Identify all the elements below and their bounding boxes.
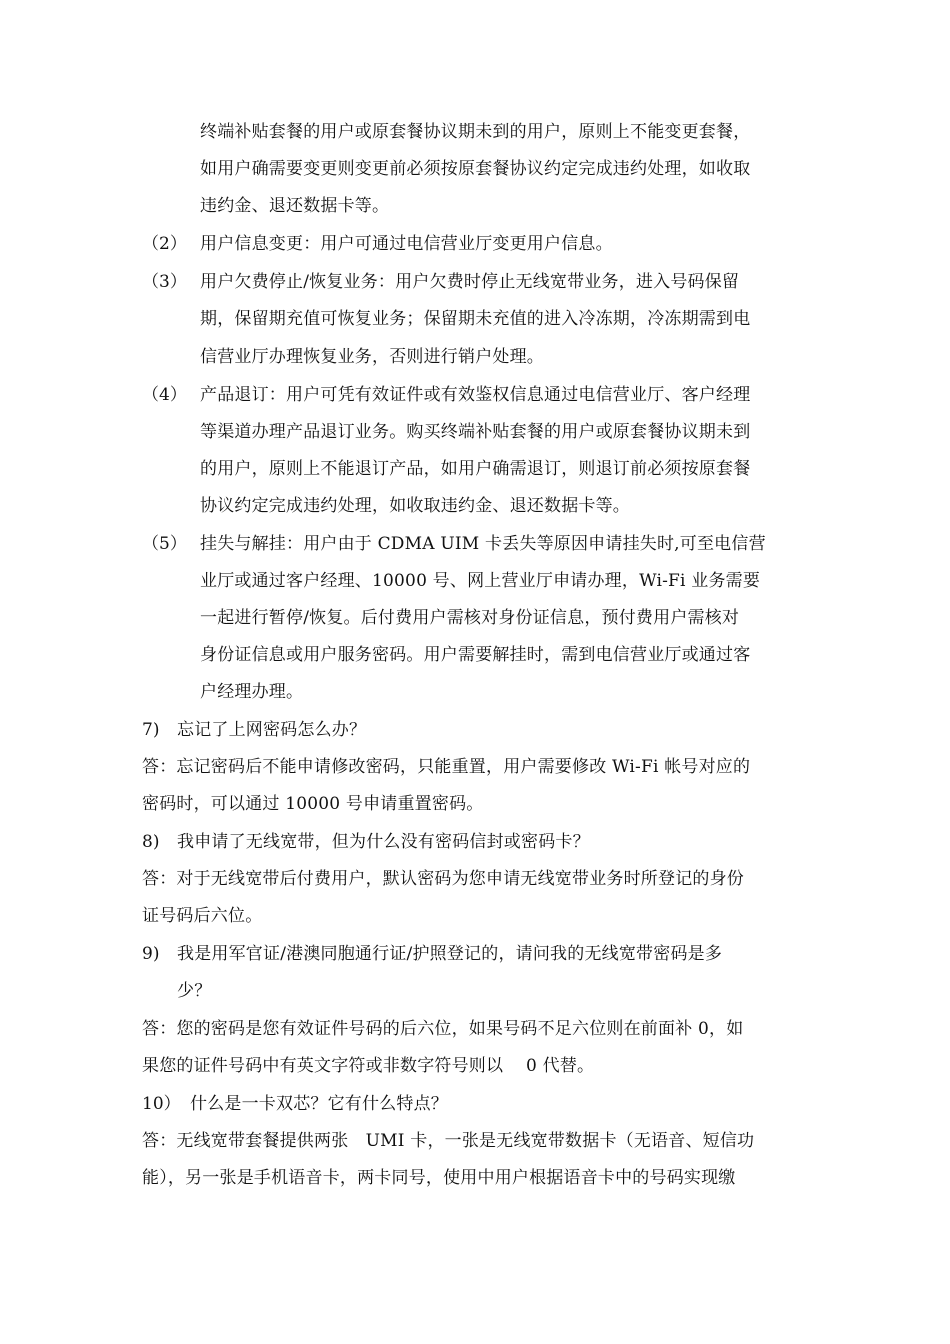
text-line: 用户欠费停止/恢复业务：用户欠费时停止无线宽带业务，进入号码保留 [200,272,740,292]
text-line: 协议约定完成违约处理，如收取违约金、退还数据卡等。 [200,496,630,516]
question-number: 9) [142,944,160,964]
text-line: 业厅或通过客户经理、10000 号、网上营业厅申请办理，Wi-Fi 业务需要 [200,571,761,591]
question-number: 10） [142,1094,181,1114]
answer-text: 答：忘记密码后不能申请修改密码，只能重置，用户需要修改 Wi-Fi 帐号对应的 [142,757,751,777]
answer-text: 答：对于无线宽带后付费用户，默认密码为您申请无线宽带业务时所登记的身份 [142,869,744,889]
answer-text: 果您的证件号码中有英文字符或非数字符号则以 0 代替。 [142,1056,595,1076]
answer-text: 密码时，可以通过 10000 号申请重置密码。 [142,794,484,814]
answer-text: 能），另一张是手机语音卡，两卡同号，使用中用户根据语音卡中的号码实现缴 [142,1168,736,1188]
item-number: （4） [142,385,187,405]
text-line: 等渠道办理产品退订业务。购买终端补贴套餐的用户或原套餐协议期未到 [200,422,751,442]
text-line: 户经理办理。 [200,682,304,702]
answer-text: 答：无线宽带套餐提供两张 UMI 卡，一张是无线宽带数据卡（无语音、短信功 [142,1131,755,1151]
question-text: 少？ [177,981,212,1001]
text-line: 信营业厅办理恢复业务，否则进行销户处理。 [200,347,544,367]
text-line: 的用户，原则上不能退订产品，如用户确需退订，则退订前必须按原套餐 [200,459,751,479]
text-line: 违约金、退还数据卡等。 [200,196,390,216]
text-line: 一起进行暂停/恢复。后付费用户需核对身份证信息，预付费用户需核对 [200,608,740,628]
question-text: 我申请了无线宽带，但为什么没有密码信封或密码卡？ [177,832,590,852]
item-number: （3） [142,272,187,292]
question-text: 我是用军官证/港澳同胞通行证/护照登记的，请问我的无线宽带密码是多 [177,944,723,964]
question-text: 什么是一卡双芯？它有什么特点？ [190,1094,448,1114]
text-line: 产品退订：用户可凭有效证件或有效鉴权信息通过电信营业厅、客户经理 [200,385,751,405]
text-line: 期，保留期充值可恢复业务；保留期未充值的进入冷冻期，冷冻期需到电 [200,309,751,329]
question-text: 忘记了上网密码怎么办？ [177,720,367,740]
text-line: 如用户确需要变更则变更前必须按原套餐协议约定完成违约处理，如收取 [200,159,751,179]
answer-text: 答：您的密码是您有效证件号码的后六位，如果号码不足六位则在前面补 0，如 [142,1019,744,1039]
text-line: 用户信息变更：用户可通过电信营业厅变更用户信息。 [200,234,613,254]
text-line: 身份证信息或用户服务密码。用户需要解挂时，需到电信营业厅或通过客 [200,645,751,665]
question-number: 7) [142,720,160,740]
item-number: （2） [142,234,187,254]
question-number: 8) [142,832,160,852]
text-line: 挂失与解挂：用户由于 CDMA UIM 卡丢失等原因申请挂失时,可至电信营 [200,534,766,554]
item-number: （5） [142,534,187,554]
answer-text: 证号码后六位。 [142,906,263,926]
text-line: 终端补贴套餐的用户或原套餐协议期未到的用户，原则上不能变更套餐， [200,122,751,142]
